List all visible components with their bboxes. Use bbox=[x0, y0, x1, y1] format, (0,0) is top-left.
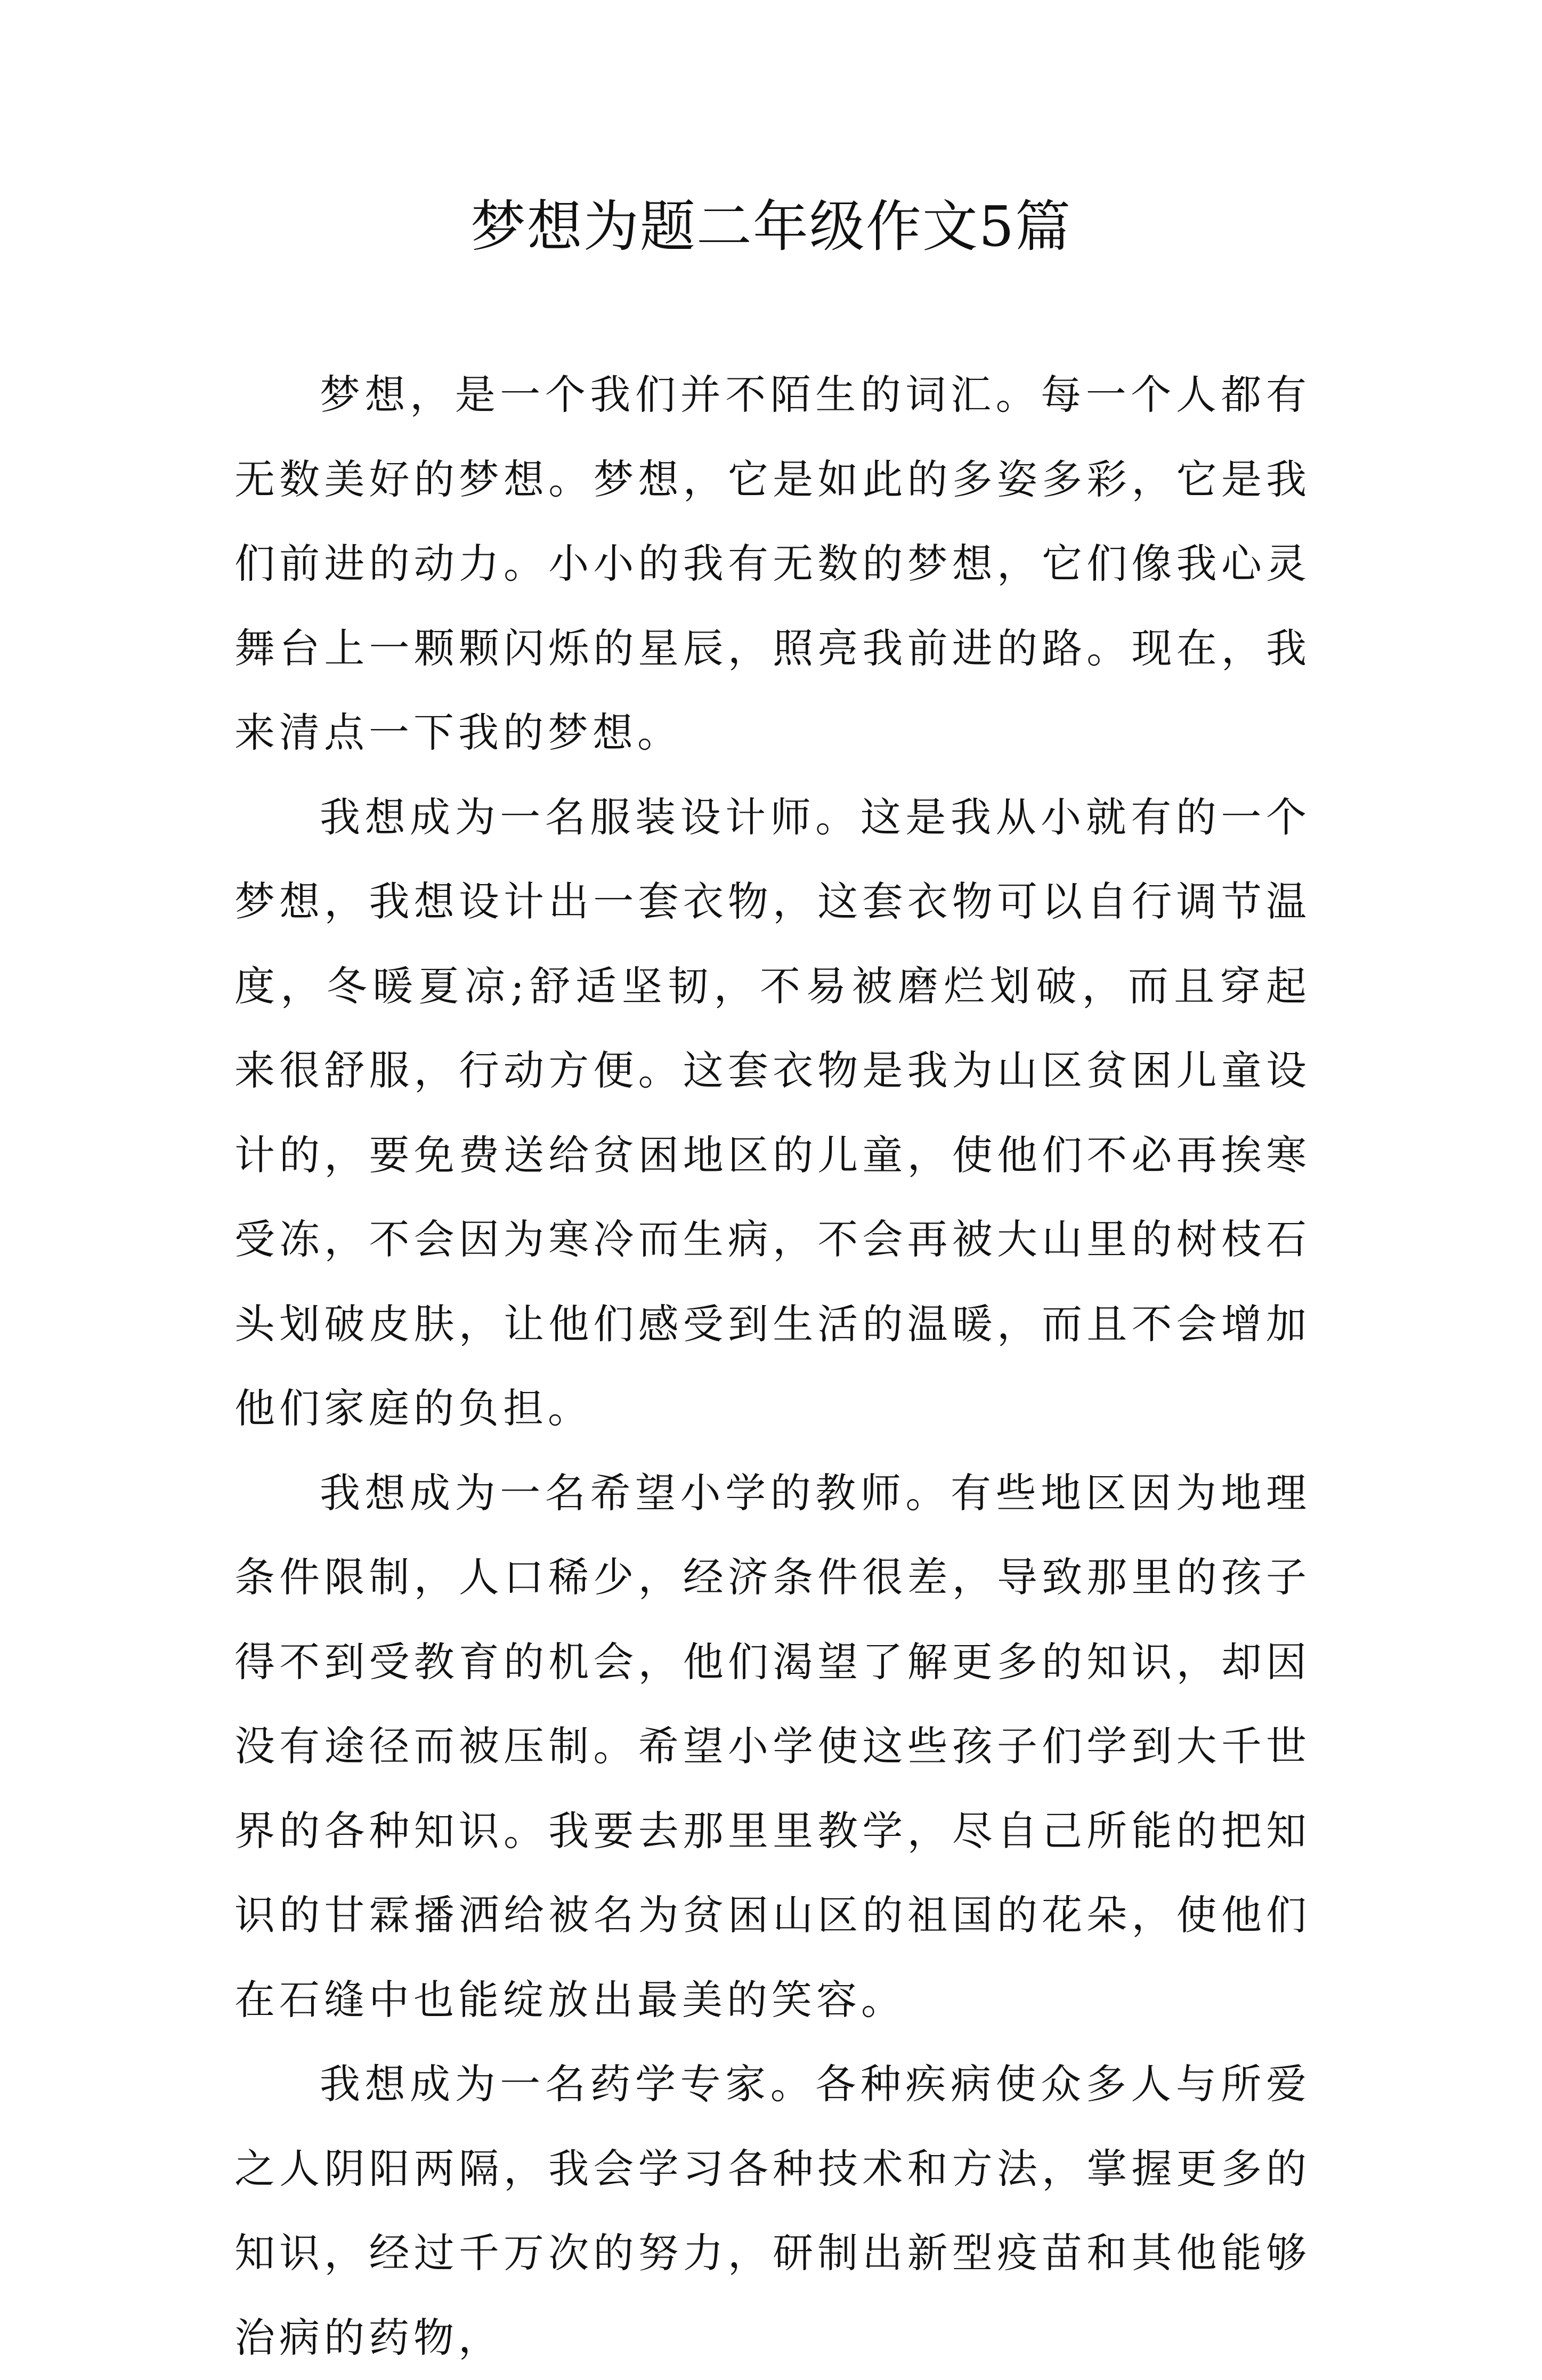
paragraph-1: 梦想，是一个我们并不陌生的词汇。每一个人都有无数美好的梦想。梦想，它是如此的多姿多彩，它是我们前进的动力。小小的我有无数的梦想，它们像我心灵舞台上一颗颗闪烁的星辰，照亮我前进的路。现在，我来清点一下我的梦想。 bbox=[234, 371, 1311, 756]
document-body bbox=[234, 353, 1311, 2380]
paragraph-4: 我想成为一名药学专家。各种疾病使众多人与所爱之人阴阳两隔，我会学习各种技术和方法，掌握更多的知识，经过千万次的努力，研制出新型疫苗和其他能够治病的药物， bbox=[234, 2060, 1311, 2361]
document-title: 梦想为题二年级作文5篇 bbox=[470, 194, 1072, 259]
paragraph-3: 我想成为一名希望小学的教师。有些地区因为地理条件限制，人口稀少，经济条件很差，导致那里的孩子得不到受教育的机会，他们渴望了解更多的知识，却因没有途径而被压制。希望小学使这些孩子们学到大千世界的各种知识。我要去那里里教学，尽自己所能的把知识的甘霖播洒给被名为贫困山区的祖国的花朵，使他们在石缝中也能绽放出最美的笑容。 bbox=[234, 1469, 1311, 2023]
paragraph-2: 我想成为一名服装设计师。这是我从小就有的一个梦想，我想设计出一套衣物，这套衣物可以自行调节温度，冬暖夏凉;舒适坚韧，不易被磨烂划破，而且穿起来很舒服，行动方便。这套衣物是我为山区贫困儿童设计的，要免费送给贫困地区的儿童，使他们不必再挨寒受冻，不会因为寒冷而生病，不会再被大山里的树枝石头划破皮肤，让他们感受到生活的温暖，而且不会增加他们家庭的负担。 bbox=[234, 793, 1311, 1432]
